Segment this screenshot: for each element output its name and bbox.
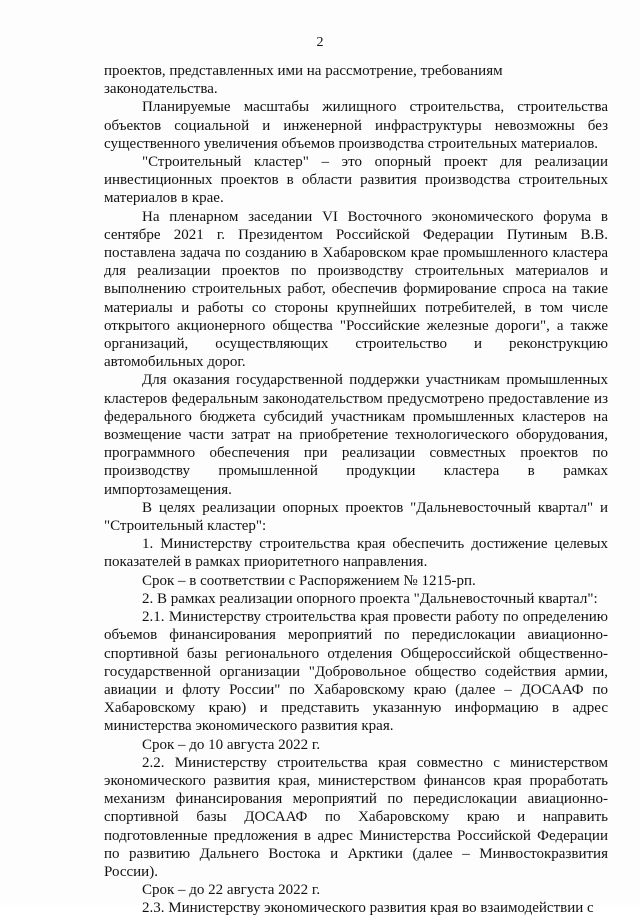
paragraph-4: На пленарном заседании VI Восточного экономического форума в сентябре 2021 г. Президентом Российской Федерации Путиным В.В. поставлена задача по созданию в Хабаровском крае промышленного кластера для реализации проектов по производству строительных материалов и выполнению строительных работ, обеспечив формирование спроса на такие материалы и работы со стороны крупнейших потребителей, в том числе открытого акционерного общества "Российские железные дороги", а также организаций, осуществляющих строительство и реконструкцию автомобильных дорог.	[104, 208, 608, 371]
deadline-2: Срок – до 10 августа 2022 г.	[142, 736, 321, 753]
paragraph-10: 2.2. Министерству строительства края совместно с министерством экономического развития края, министерством финансов края проработать механизм финансирования мероприятий по передислокации авиационно-спортивной базы ДОСААФ по Хабаровскому краю и направить подготовленные предложения в адрес Министерства Российской Федерации по развитию Дальнего Востока и Арктики (далее – Минвостокразвития России).	[104, 754, 608, 880]
deadline-3: Срок – до 22 августа 2022 г.	[142, 882, 321, 899]
paragraph-5: Для оказания государственной поддержки участникам промышленных кластеров федеральным законодательством предусмотрено предоставление из федерального бюджета субсидий участникам промышленных кластеров на возмещение части затрат на приобретение технологического оборудования, программного обеспечения при реализации совместных проектов по производству промышленной продукции кластера в рамках импортозамещения.	[104, 372, 608, 498]
paragraph-6: В целях реализации опорных проектов "Дальневосточный квартал" и "Строительный кластер":	[104, 499, 608, 535]
paragraph-8: 2. В рамках реализации опорного проекта "Дальневосточный квартал":	[142, 590, 598, 607]
paragraph-11: 2.3. Министерству экономического развития края во взаимодействии с	[142, 900, 594, 917]
document-body	[104, 62, 608, 918]
page-number: 2	[316, 35, 324, 50]
paragraph-9: 2.1. Министерству строительства края провести работу по определению объемов финансирования мероприятий по передислокации авиационно-спортивной базы регионального отделения Общероссийской общественно-государственной организации "Добровольное общество содействия армии, авиации и флоту России" по Хабаровскому краю (далее – ДОСААФ по Хабаровскому краю) и представить указанную информацию в адрес министерства экономического развития края.	[104, 609, 608, 735]
paragraph-1: проектов, представленных ими на рассмотрение, требованиям законодательства.	[104, 63, 503, 98]
deadline-1: Срок – в соответствии с Распоряжением № 1215-рп.	[142, 572, 476, 589]
paragraph-2: Планируемые масштабы жилищного строительства, строительства объектов социальной и инженерной инфраструктуры невозможны без существенного увеличения объемов производства строительных материалов.	[104, 99, 608, 152]
paragraph-7: 1. Министерству строительства края обеспечить достижение целевых показателей в рамках приоритетного направления.	[104, 536, 608, 571]
paragraph-3: "Строительный кластер" – это опорный проект для реализации инвестиционных проектов в области развития производства строительных материалов в крае.	[104, 154, 608, 207]
